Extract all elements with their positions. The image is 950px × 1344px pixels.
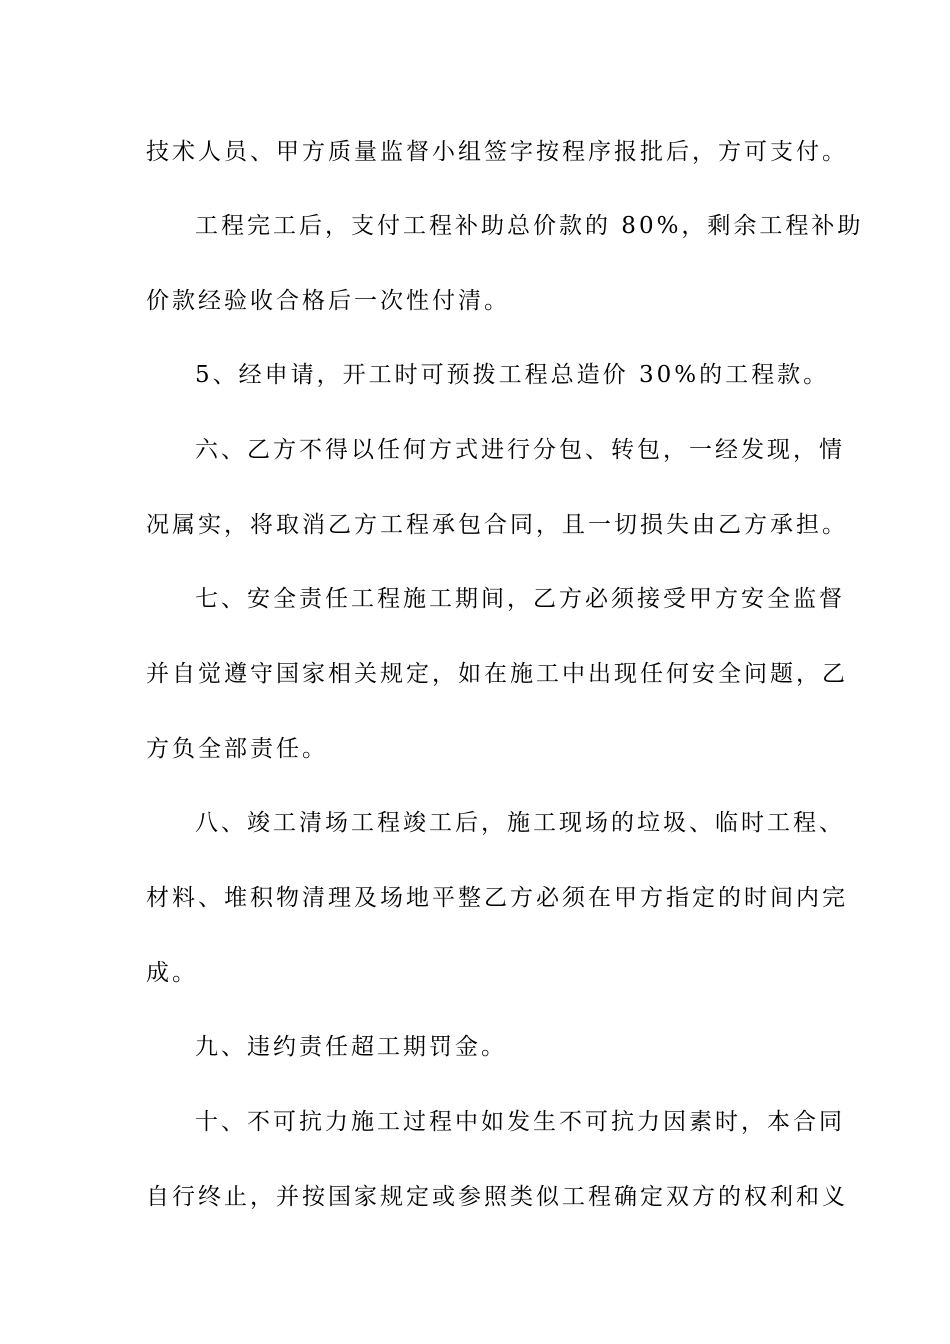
- text-line: 九、违约责任超工期罚金。: [195, 1034, 507, 1060]
- text-line: 5、经申请，开工时可预拨工程总造价 30%的工程款。: [195, 362, 830, 388]
- text-line: 七、安全责任工程施工期间，乙方必须接受甲方安全监督: [195, 586, 845, 612]
- text-line: 十、不可抗力施工过程中如发生不可抗力因素时，本合同: [195, 1109, 845, 1135]
- text-line: 材料、堆积物清理及场地平整乙方必须在甲方指定的时间内完: [146, 885, 848, 911]
- text-line: 技术人员、甲方质量监督小组签字按程序报批后，方可支付。: [146, 139, 848, 165]
- text-line: 六、乙方不得以任何方式进行分包、转包，一经发现，情: [195, 437, 845, 463]
- text-line: 方负全部责任。: [146, 736, 328, 762]
- text-line: 价款经验收合格后一次性付清。: [146, 288, 510, 314]
- text-line: 并自觉遵守国家相关规定，如在施工中出现任何安全问题，乙: [146, 661, 848, 687]
- text-line: 成。: [146, 960, 198, 986]
- text-line: 况属实，将取消乙方工程承包合同，且一切损失由乙方承担。: [146, 512, 848, 538]
- text-line: 八、竣工清场工程竣工后，施工现场的垃圾、临时工程、: [195, 810, 845, 836]
- text-line: 自行终止，并按国家规定或参照类似工程确定双方的权利和义: [146, 1184, 848, 1210]
- text-line: 工程完工后，支付工程补助总价款的 80%，剩余工程补助: [195, 213, 864, 239]
